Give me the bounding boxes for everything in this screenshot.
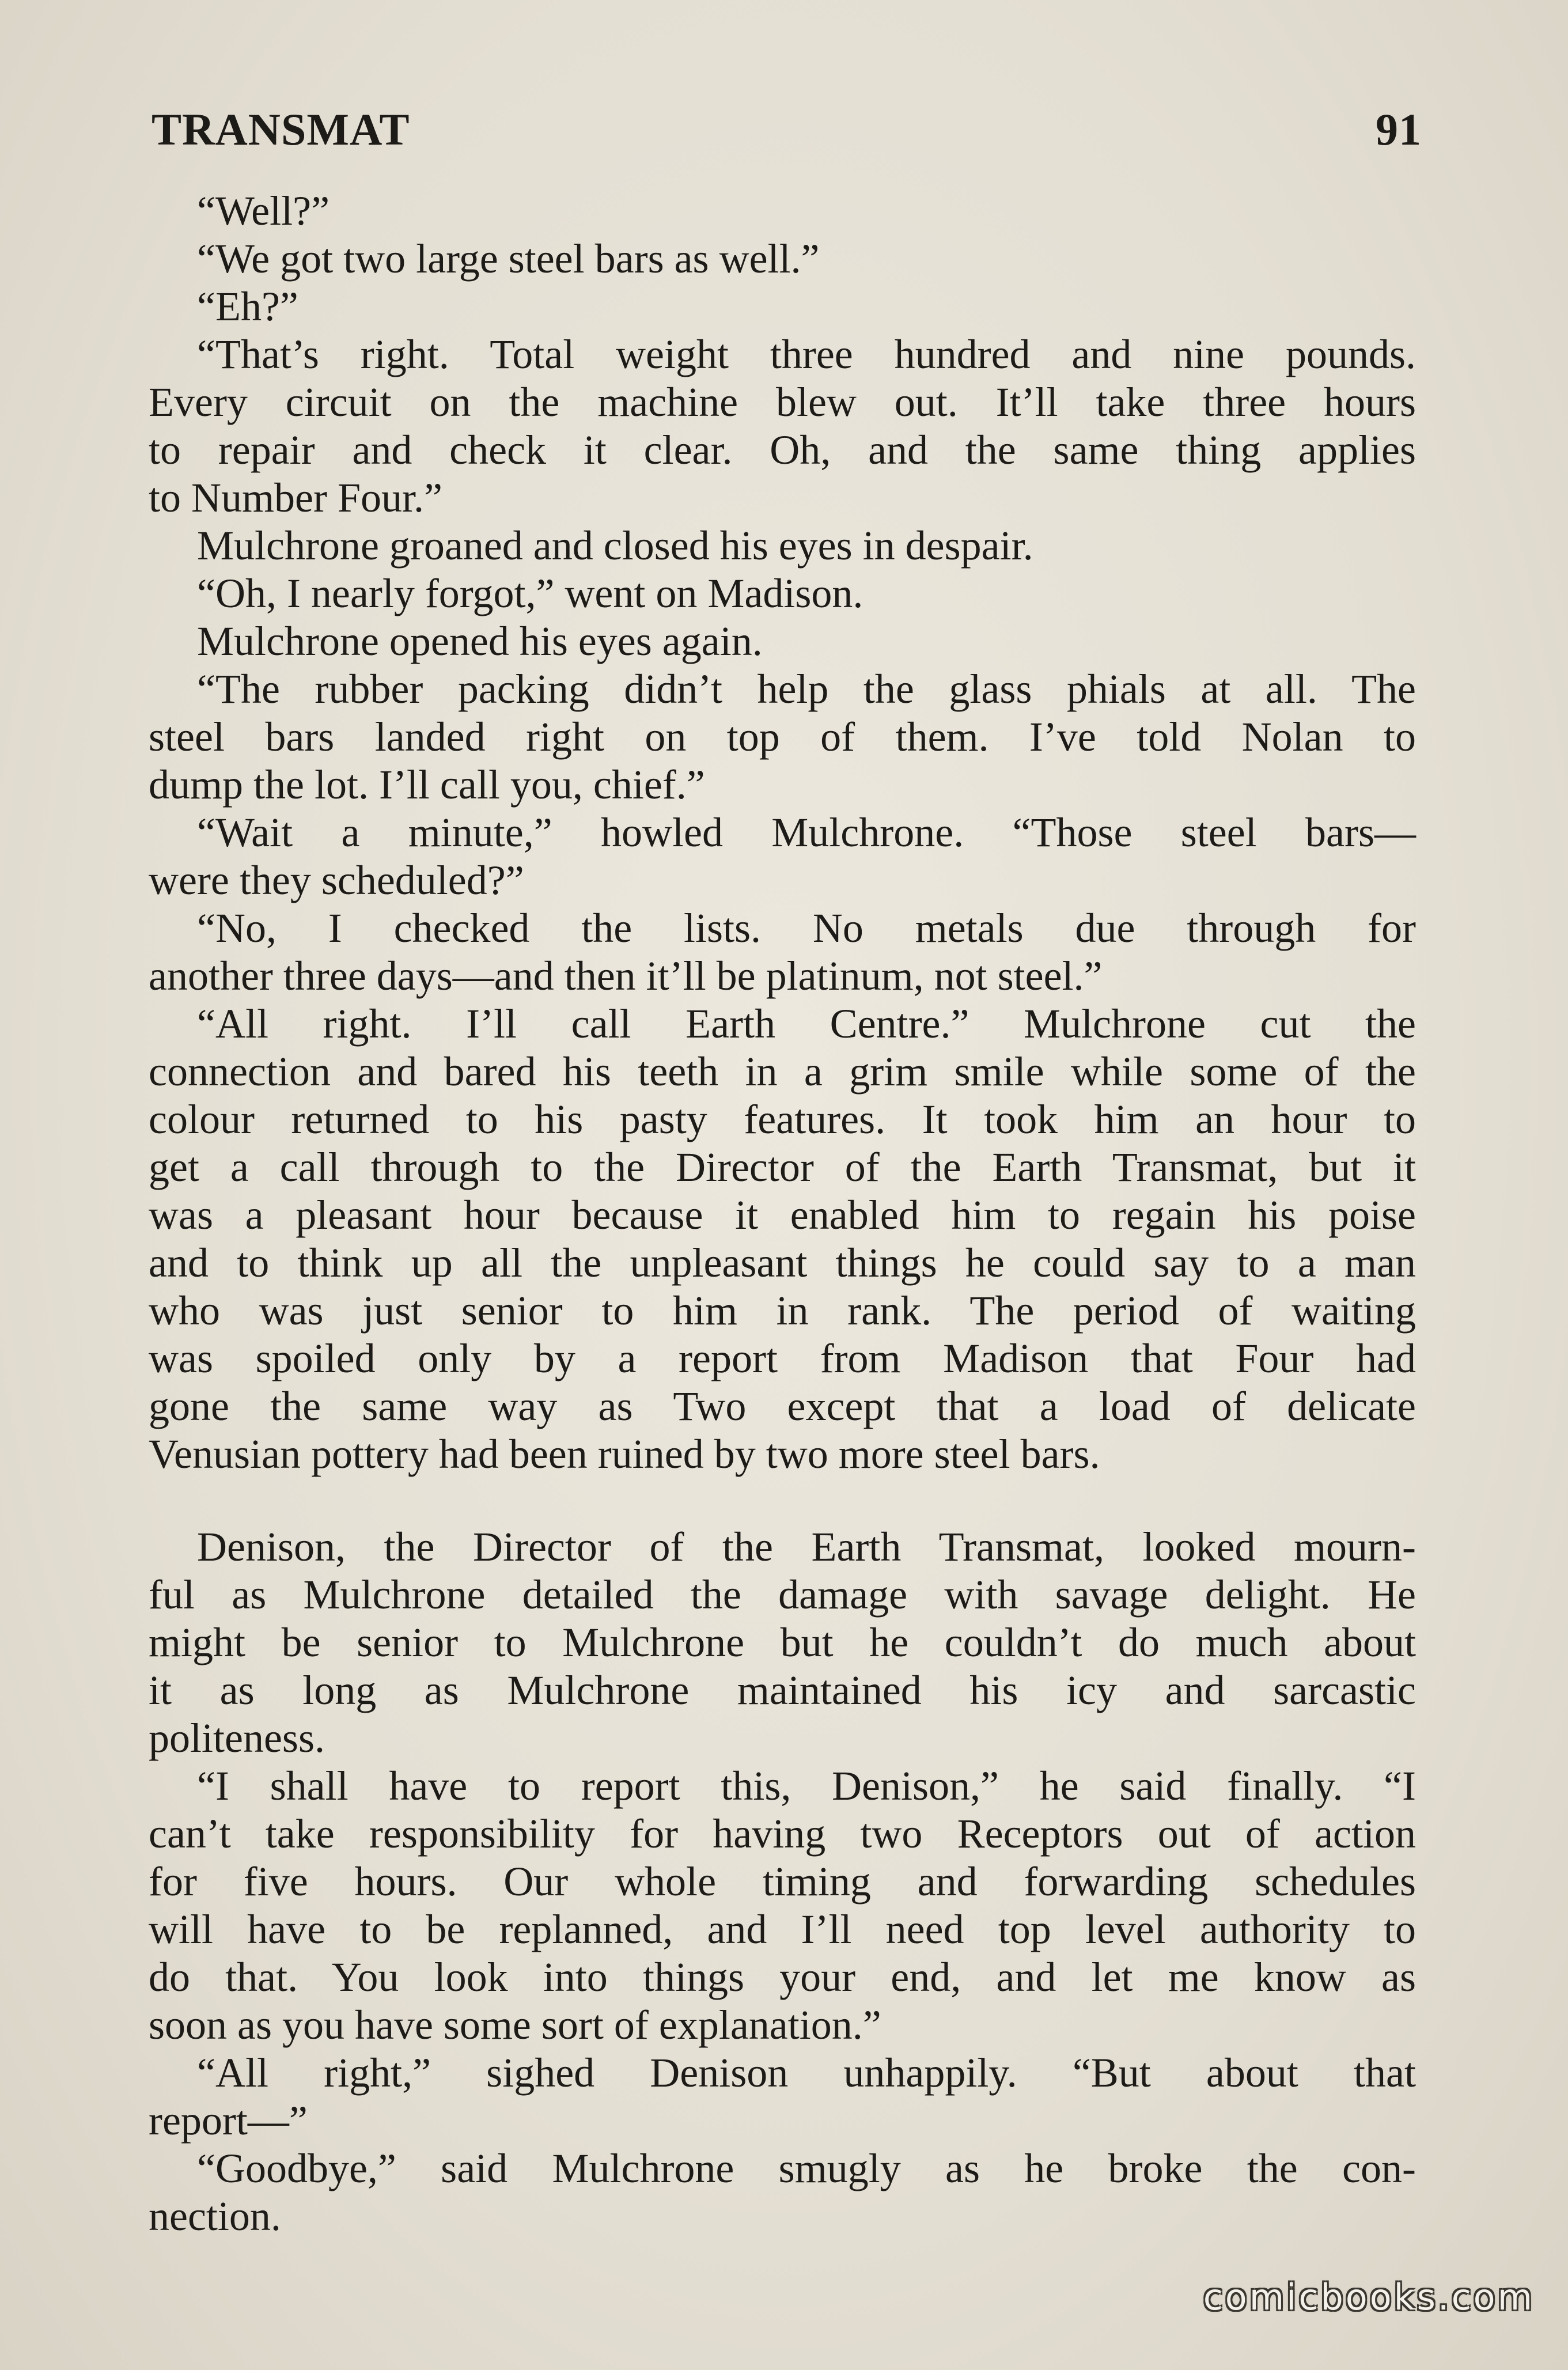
site-watermark: comicbooks.com	[1203, 2276, 1535, 2318]
text-line: soon as you have some sort of explanation.”	[149, 2002, 881, 2048]
text-line: to repair and check it clear. Oh, and the same thing applies	[149, 427, 1416, 473]
text-line: can’t take responsibility for having two Receptors out of action	[149, 1811, 1416, 1857]
text-line: might be senior to Mulchrone but he couldn’t do much about	[149, 1619, 1416, 1665]
text-line: “I shall have to report this, Denison,” he said finally. “I	[197, 1763, 1416, 1809]
text-line: steel bars landed right on top of them. I’ve told Nolan to	[149, 714, 1416, 760]
text-line: report—”	[149, 2098, 308, 2144]
text-line: get a call through to the Director of the Earth Transmat, but it	[149, 1144, 1416, 1190]
text-line: “Well?”	[197, 188, 330, 234]
text-line: Every circuit on the machine blew out. It’ll take three hours	[149, 379, 1416, 425]
text-line: will have to be replanned, and I’ll need top level authority to	[149, 1906, 1416, 1952]
text-section-1	[149, 187, 1416, 1478]
text-line: gone the same way as Two except that a load of delicate	[149, 1383, 1416, 1429]
section-break	[149, 1478, 1416, 1523]
text-line: dump the lot. I’ll call you, chief.”	[149, 762, 705, 808]
text-line: colour returned to his pasty features. It took him an hour to	[149, 1096, 1416, 1142]
body-text	[149, 187, 1416, 2240]
text-line: “No, I checked the lists. No metals due through for	[197, 905, 1416, 951]
text-line: “Oh, I nearly forgot,” went on Madison.	[197, 570, 863, 616]
text-line: “We got two large steel bars as well.”	[197, 236, 820, 282]
chapter-title: TRANSMAT	[152, 104, 410, 154]
text-section-2	[149, 1523, 1416, 2240]
text-line: “Goodbye,” said Mulchrone smugly as he broke the con-	[197, 2145, 1416, 2191]
text-line: politeness.	[149, 1715, 325, 1761]
text-line: “The rubber packing didn’t help the glass phials at all. The	[197, 666, 1416, 712]
text-line: Mulchrone opened his eyes again.	[197, 618, 763, 664]
running-head	[152, 98, 1422, 161]
text-line: who was just senior to him in rank. The period of waiting	[149, 1288, 1416, 1334]
text-line: was spoiled only by a report from Madison that Four had	[149, 1335, 1416, 1381]
text-line: Venusian pottery had been ruined by two more steel bars.	[149, 1431, 1100, 1477]
text-line: connection and bared his teeth in a grim smile while some of the	[149, 1048, 1416, 1095]
page-number: 91	[1376, 104, 1422, 154]
text-line: for five hours. Our whole timing and forwarding schedules	[149, 1858, 1416, 1905]
text-line: “Eh?”	[197, 283, 298, 330]
text-line: Mulchrone groaned and closed his eyes in despair.	[197, 523, 1033, 569]
text-line: and to think up all the unpleasant things he could say to a man	[149, 1240, 1416, 1286]
text-line: nection.	[149, 2193, 281, 2239]
text-line: “All right,” sighed Denison unhappily. “But about that	[197, 2050, 1416, 2096]
text-line: Denison, the Director of the Earth Transmat, looked mourn-	[197, 1524, 1416, 1570]
text-line: “That’s right. Total weight three hundred and nine pounds.	[197, 331, 1416, 377]
text-line: do that. You look into things your end, and let me know as	[149, 1954, 1416, 2000]
text-line: was a pleasant hour because it enabled him to regain his poise	[149, 1192, 1416, 1238]
text-line: “Wait a minute,” howled Mulchrone. “Those steel bars—	[197, 809, 1416, 855]
text-line: were they scheduled?”	[149, 857, 524, 903]
text-line: “All right. I’ll call Earth Centre.” Mulchrone cut the	[197, 1001, 1416, 1047]
text-line: to Number Four.”	[149, 475, 442, 521]
text-line: it as long as Mulchrone maintained his icy and sarcastic	[149, 1667, 1416, 1713]
text-line: another three days—and then it’ll be platinum, not steel.”	[149, 953, 1103, 999]
text-line: ful as Mulchrone detailed the damage with savage delight. He	[149, 1572, 1416, 1618]
